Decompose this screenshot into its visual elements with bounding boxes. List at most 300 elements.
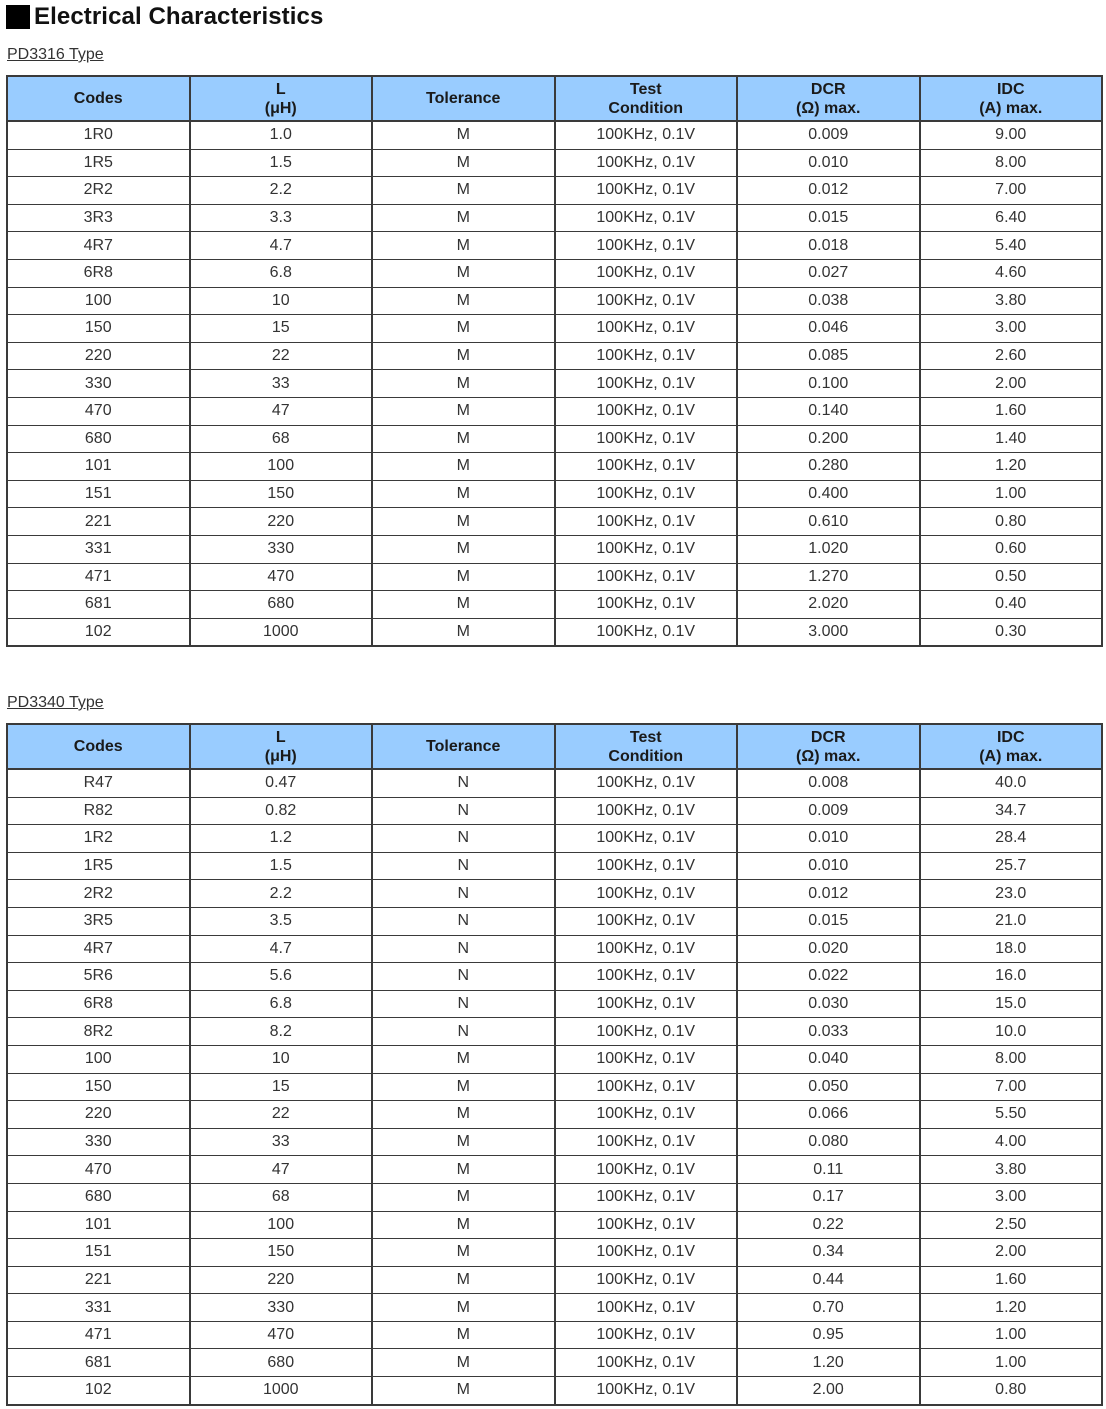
table-row [7,1211,1102,1239]
table-row [7,1101,1102,1129]
table-row [7,204,1102,232]
cell-tolerance: M [372,1045,555,1073]
cell-inductance: 470 [190,563,373,591]
table-row [7,370,1102,398]
cell-test-condition: 100KHz, 0.1V [555,797,738,825]
cell-inductance: 4.7 [190,232,373,260]
cell-code: 101 [7,453,190,481]
cell-tolerance: M [372,480,555,508]
spec-table-pd3316 [6,75,1103,647]
cell-inductance: 2.2 [190,880,373,908]
cell-idc: 0.60 [920,535,1103,563]
table-row [7,1045,1102,1073]
cell-test-condition: 100KHz, 0.1V [555,1294,738,1322]
cell-test-condition: 100KHz, 0.1V [555,1128,738,1156]
cell-idc: 23.0 [920,880,1103,908]
cell-dcr: 0.040 [737,1045,920,1073]
cell-inductance: 3.3 [190,204,373,232]
cell-tolerance: N [372,769,555,797]
page-title [6,1,323,33]
cell-tolerance: M [372,259,555,287]
cell-dcr: 0.17 [737,1183,920,1211]
cell-inductance: 330 [190,535,373,563]
cell-idc: 2.00 [920,370,1103,398]
cell-idc: 16.0 [920,963,1103,991]
table-row [7,907,1102,935]
header-test-condition: Test Condition [555,76,738,121]
table-row [7,1018,1102,1046]
table-row [7,963,1102,991]
cell-inductance: 4.7 [190,935,373,963]
cell-inductance: 68 [190,425,373,453]
cell-tolerance: N [372,825,555,853]
cell-dcr: 0.44 [737,1266,920,1294]
cell-test-condition: 100KHz, 0.1V [555,1349,738,1377]
cell-code: 101 [7,1211,190,1239]
table-header-row [7,76,1102,121]
cell-inductance: 47 [190,1156,373,1184]
cell-dcr: 0.038 [737,287,920,315]
cell-test-condition: 100KHz, 0.1V [555,342,738,370]
cell-test-condition: 100KHz, 0.1V [555,232,738,260]
cell-dcr: 1.020 [737,535,920,563]
cell-inductance: 100 [190,1211,373,1239]
cell-tolerance: M [372,1266,555,1294]
table-row [7,1156,1102,1184]
cell-inductance: 68 [190,1183,373,1211]
cell-code: 6R8 [7,259,190,287]
cell-dcr: 0.009 [737,121,920,149]
cell-code: 151 [7,480,190,508]
cell-dcr: 1.270 [737,563,920,591]
cell-code: R47 [7,769,190,797]
cell-idc: 21.0 [920,907,1103,935]
cell-test-condition: 100KHz, 0.1V [555,591,738,619]
cell-tolerance: M [372,1183,555,1211]
cell-inductance: 10 [190,287,373,315]
cell-dcr: 0.020 [737,935,920,963]
table-row [7,1294,1102,1322]
cell-tolerance: M [372,1156,555,1184]
cell-inductance: 10 [190,1045,373,1073]
cell-tolerance: M [372,425,555,453]
cell-code: 221 [7,508,190,536]
cell-test-condition: 100KHz, 0.1V [555,563,738,591]
cell-idc: 1.00 [920,1349,1103,1377]
table-row [7,852,1102,880]
cell-dcr: 0.95 [737,1321,920,1349]
cell-inductance: 1.2 [190,825,373,853]
cell-code: 470 [7,397,190,425]
cell-dcr: 0.140 [737,397,920,425]
cell-idc: 10.0 [920,1018,1103,1046]
table-row [7,825,1102,853]
cell-tolerance: M [372,563,555,591]
cell-code: 1R5 [7,149,190,177]
cell-code: 150 [7,1073,190,1101]
cell-tolerance: M [372,535,555,563]
cell-code: 102 [7,1377,190,1405]
cell-tolerance: N [372,852,555,880]
cell-inductance: 15 [190,1073,373,1101]
cell-code: 331 [7,1294,190,1322]
cell-inductance: 22 [190,1101,373,1129]
cell-code: 6R8 [7,990,190,1018]
cell-test-condition: 100KHz, 0.1V [555,149,738,177]
cell-idc: 1.60 [920,1266,1103,1294]
cell-code: 1R0 [7,121,190,149]
cell-tolerance: M [372,1239,555,1267]
cell-test-condition: 100KHz, 0.1V [555,1377,738,1405]
header-inductance: L (μH) [190,724,373,769]
cell-tolerance: N [372,880,555,908]
cell-tolerance: M [372,453,555,481]
cell-test-condition: 100KHz, 0.1V [555,1045,738,1073]
cell-test-condition: 100KHz, 0.1V [555,1101,738,1129]
cell-test-condition: 100KHz, 0.1V [555,825,738,853]
table-row [7,259,1102,287]
cell-idc: 6.40 [920,204,1103,232]
cell-idc: 1.40 [920,425,1103,453]
cell-test-condition: 100KHz, 0.1V [555,907,738,935]
cell-idc: 1.00 [920,480,1103,508]
header-codes: Codes [7,76,190,121]
cell-dcr: 0.018 [737,232,920,260]
cell-code: R82 [7,797,190,825]
cell-code: 4R7 [7,935,190,963]
cell-idc: 25.7 [920,852,1103,880]
cell-test-condition: 100KHz, 0.1V [555,1321,738,1349]
cell-dcr: 0.050 [737,1073,920,1101]
cell-dcr: 0.400 [737,480,920,508]
cell-inductance: 15 [190,315,373,343]
header-tolerance: Tolerance [372,724,555,769]
cell-code: 681 [7,591,190,619]
cell-idc: 15.0 [920,990,1103,1018]
cell-code: 471 [7,1321,190,1349]
cell-idc: 3.00 [920,315,1103,343]
cell-inductance: 33 [190,370,373,398]
cell-code: 330 [7,1128,190,1156]
cell-test-condition: 100KHz, 0.1V [555,204,738,232]
cell-test-condition: 100KHz, 0.1V [555,963,738,991]
cell-dcr: 0.610 [737,508,920,536]
cell-tolerance: M [372,1101,555,1129]
cell-idc: 2.00 [920,1239,1103,1267]
header-idc: IDC (A) max. [920,724,1103,769]
cell-inductance: 2.2 [190,177,373,205]
cell-tolerance: M [372,1377,555,1405]
cell-idc: 7.00 [920,177,1103,205]
table-body [7,769,1102,1405]
cell-test-condition: 100KHz, 0.1V [555,315,738,343]
cell-code: 330 [7,370,190,398]
section-label-pd3340: PD3340 Type [7,694,104,711]
cell-inductance: 0.82 [190,797,373,825]
cell-dcr: 0.066 [737,1101,920,1129]
cell-tolerance: M [372,287,555,315]
header-codes: Codes [7,724,190,769]
table-row [7,1239,1102,1267]
cell-tolerance: M [372,1349,555,1377]
cell-inductance: 3.5 [190,907,373,935]
table-row [7,935,1102,963]
cell-dcr: 0.012 [737,880,920,908]
section-label-pd3316: PD3316 Type [7,46,104,63]
cell-idc: 2.50 [920,1211,1103,1239]
cell-idc: 5.40 [920,232,1103,260]
cell-idc: 40.0 [920,769,1103,797]
cell-inductance: 8.2 [190,1018,373,1046]
cell-dcr: 0.030 [737,990,920,1018]
cell-code: 100 [7,287,190,315]
cell-tolerance: M [372,232,555,260]
cell-inductance: 100 [190,453,373,481]
cell-code: 102 [7,618,190,646]
cell-dcr: 0.22 [737,1211,920,1239]
cell-dcr: 2.020 [737,591,920,619]
cell-test-condition: 100KHz, 0.1V [555,1073,738,1101]
table-body [7,121,1102,646]
cell-idc: 7.00 [920,1073,1103,1101]
table-row [7,453,1102,481]
cell-code: 2R2 [7,177,190,205]
cell-tolerance: M [372,149,555,177]
table-header-row [7,724,1102,769]
table-row [7,591,1102,619]
square-bullet-icon [6,5,30,29]
cell-code: 1R5 [7,852,190,880]
cell-inductance: 680 [190,1349,373,1377]
cell-dcr: 0.012 [737,177,920,205]
cell-test-condition: 100KHz, 0.1V [555,425,738,453]
cell-dcr: 0.70 [737,1294,920,1322]
cell-code: 2R2 [7,880,190,908]
cell-tolerance: M [372,618,555,646]
cell-inductance: 47 [190,397,373,425]
cell-idc: 0.40 [920,591,1103,619]
cell-tolerance: N [372,963,555,991]
cell-inductance: 0.47 [190,769,373,797]
cell-tolerance: M [372,177,555,205]
table-row [7,342,1102,370]
cell-idc: 1.20 [920,1294,1103,1322]
cell-test-condition: 100KHz, 0.1V [555,397,738,425]
cell-tolerance: M [372,591,555,619]
cell-code: 4R7 [7,232,190,260]
cell-code: 1R2 [7,825,190,853]
cell-tolerance: N [372,907,555,935]
cell-idc: 1.60 [920,397,1103,425]
table-row [7,1377,1102,1405]
cell-test-condition: 100KHz, 0.1V [555,177,738,205]
cell-dcr: 0.027 [737,259,920,287]
cell-inductance: 220 [190,508,373,536]
cell-inductance: 6.8 [190,259,373,287]
cell-idc: 0.80 [920,508,1103,536]
cell-idc: 4.00 [920,1128,1103,1156]
cell-code: 680 [7,1183,190,1211]
cell-dcr: 0.022 [737,963,920,991]
cell-tolerance: M [372,315,555,343]
header-idc: IDC (A) max. [920,76,1103,121]
cell-dcr: 0.010 [737,149,920,177]
cell-test-condition: 100KHz, 0.1V [555,370,738,398]
header-dcr: DCR (Ω) max. [737,724,920,769]
cell-code: 8R2 [7,1018,190,1046]
cell-code: 681 [7,1349,190,1377]
table-row [7,1128,1102,1156]
cell-code: 220 [7,1101,190,1129]
cell-dcr: 0.100 [737,370,920,398]
table-row [7,1073,1102,1101]
table-row [7,315,1102,343]
cell-test-condition: 100KHz, 0.1V [555,480,738,508]
cell-dcr: 0.080 [737,1128,920,1156]
cell-idc: 9.00 [920,121,1103,149]
cell-code: 470 [7,1156,190,1184]
cell-inductance: 330 [190,1294,373,1322]
cell-inductance: 220 [190,1266,373,1294]
table-row [7,1349,1102,1377]
cell-code: 3R3 [7,204,190,232]
cell-inductance: 1.5 [190,852,373,880]
cell-idc: 2.60 [920,342,1103,370]
table-row [7,769,1102,797]
cell-dcr: 0.200 [737,425,920,453]
cell-inductance: 6.8 [190,990,373,1018]
table-row [7,1266,1102,1294]
cell-inductance: 1.0 [190,121,373,149]
cell-test-condition: 100KHz, 0.1V [555,990,738,1018]
cell-dcr: 0.34 [737,1239,920,1267]
cell-test-condition: 100KHz, 0.1V [555,852,738,880]
cell-code: 100 [7,1045,190,1073]
cell-dcr: 0.085 [737,342,920,370]
cell-tolerance: N [372,935,555,963]
cell-code: 3R5 [7,907,190,935]
cell-dcr: 1.20 [737,1349,920,1377]
cell-tolerance: N [372,990,555,1018]
header-inductance: L (μH) [190,76,373,121]
cell-tolerance: N [372,797,555,825]
cell-dcr: 0.010 [737,825,920,853]
cell-dcr: 0.033 [737,1018,920,1046]
cell-idc: 3.80 [920,287,1103,315]
table-row [7,1183,1102,1211]
cell-dcr: 0.010 [737,852,920,880]
cell-tolerance: M [372,342,555,370]
cell-dcr: 0.009 [737,797,920,825]
cell-idc: 28.4 [920,825,1103,853]
cell-dcr: 0.015 [737,204,920,232]
cell-code: 220 [7,342,190,370]
cell-test-condition: 100KHz, 0.1V [555,935,738,963]
table-row [7,508,1102,536]
table-row [7,480,1102,508]
cell-idc: 18.0 [920,935,1103,963]
cell-test-condition: 100KHz, 0.1V [555,1018,738,1046]
cell-tolerance: M [372,508,555,536]
cell-tolerance: M [372,370,555,398]
cell-test-condition: 100KHz, 0.1V [555,1156,738,1184]
table-row [7,797,1102,825]
cell-idc: 34.7 [920,797,1103,825]
table-row [7,287,1102,315]
cell-tolerance: M [372,204,555,232]
header-tolerance: Tolerance [372,76,555,121]
table-row [7,535,1102,563]
spec-table-pd3340 [6,723,1103,1406]
cell-code: 331 [7,535,190,563]
cell-code: 150 [7,315,190,343]
cell-idc: 0.50 [920,563,1103,591]
cell-test-condition: 100KHz, 0.1V [555,1211,738,1239]
cell-tolerance: M [372,1321,555,1349]
table-row [7,397,1102,425]
cell-test-condition: 100KHz, 0.1V [555,1266,738,1294]
cell-tolerance: M [372,1073,555,1101]
cell-tolerance: M [372,121,555,149]
cell-test-condition: 100KHz, 0.1V [555,769,738,797]
cell-test-condition: 100KHz, 0.1V [555,259,738,287]
table-row [7,177,1102,205]
cell-idc: 4.60 [920,259,1103,287]
cell-inductance: 33 [190,1128,373,1156]
cell-test-condition: 100KHz, 0.1V [555,121,738,149]
cell-tolerance: N [372,1018,555,1046]
cell-dcr: 2.00 [737,1377,920,1405]
cell-inductance: 5.6 [190,963,373,991]
cell-test-condition: 100KHz, 0.1V [555,1239,738,1267]
cell-test-condition: 100KHz, 0.1V [555,287,738,315]
cell-dcr: 0.11 [737,1156,920,1184]
table-row [7,1321,1102,1349]
header-test-condition: Test Condition [555,724,738,769]
header-dcr: DCR (Ω) max. [737,76,920,121]
cell-inductance: 1000 [190,618,373,646]
table-row [7,618,1102,646]
table-row [7,149,1102,177]
cell-test-condition: 100KHz, 0.1V [555,453,738,481]
cell-dcr: 0.008 [737,769,920,797]
cell-dcr: 3.000 [737,618,920,646]
cell-idc: 1.20 [920,453,1103,481]
cell-idc: 0.80 [920,1377,1103,1405]
cell-tolerance: M [372,1294,555,1322]
cell-code: 5R6 [7,963,190,991]
cell-dcr: 0.046 [737,315,920,343]
cell-idc: 1.00 [920,1321,1103,1349]
cell-test-condition: 100KHz, 0.1V [555,880,738,908]
cell-test-condition: 100KHz, 0.1V [555,508,738,536]
cell-code: 471 [7,563,190,591]
cell-inductance: 22 [190,342,373,370]
table-row [7,232,1102,260]
cell-dcr: 0.280 [737,453,920,481]
cell-test-condition: 100KHz, 0.1V [555,535,738,563]
cell-tolerance: M [372,1211,555,1239]
cell-tolerance: M [372,1128,555,1156]
cell-inductance: 1000 [190,1377,373,1405]
page-title-text: Electrical Characteristics [34,3,324,30]
cell-inductance: 150 [190,480,373,508]
cell-idc: 0.30 [920,618,1103,646]
cell-code: 221 [7,1266,190,1294]
cell-idc: 8.00 [920,1045,1103,1073]
cell-code: 151 [7,1239,190,1267]
table-row [7,121,1102,149]
